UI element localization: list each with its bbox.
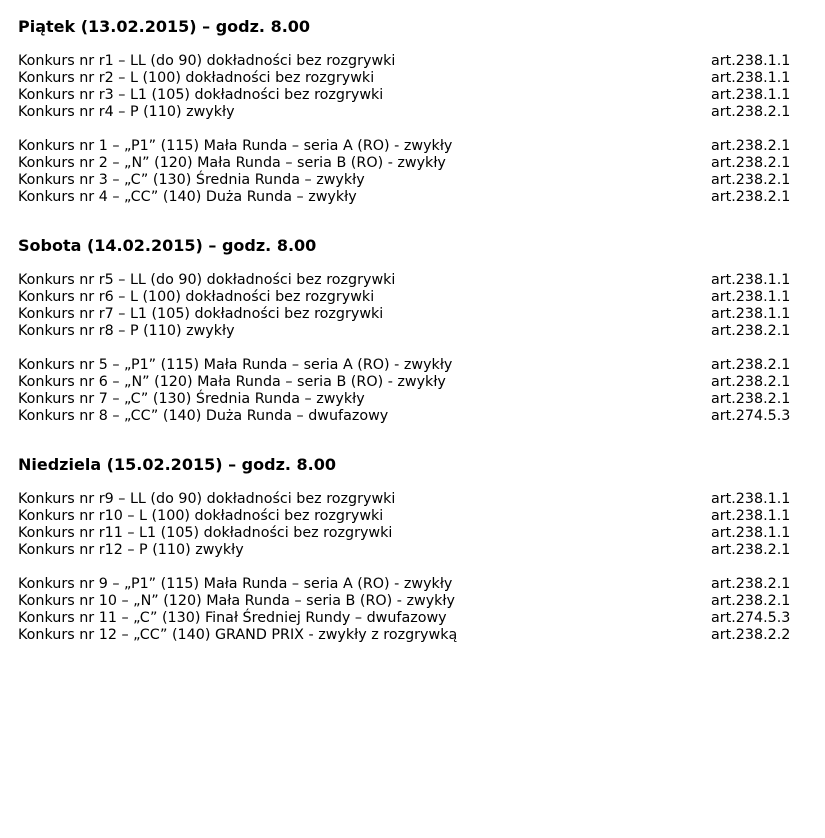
regulation-article: art.238.2.1 <box>711 323 791 339</box>
competition-row <box>18 542 818 559</box>
regulation-article: art.238.1.1 <box>711 525 791 541</box>
day-section <box>18 236 818 425</box>
competition-name: Konkurs nr 12 – „CC” (140) GRAND PRIX - zwykły z rozgrywką <box>18 627 458 643</box>
competition-group <box>18 138 818 206</box>
competition-name: Konkurs nr 1 – „P1” (115) Mała Runda – seria A (RO) - zwykły <box>18 138 453 154</box>
competition-name: Konkurs nr 7 – „C” (130) Średnia Runda – zwykły <box>18 391 365 407</box>
competition-row <box>18 172 818 189</box>
regulation-article: art.238.2.1 <box>711 138 791 154</box>
regulation-article: art.238.2.1 <box>711 357 791 373</box>
regulation-article: art.238.1.1 <box>711 53 791 69</box>
competition-name: Konkurs nr r7 – L1 (105) dokładności bez rozgrywki <box>18 306 384 322</box>
competition-row <box>18 272 818 289</box>
competition-group <box>18 272 818 340</box>
competition-name: Konkurs nr r3 – L1 (105) dokładności bez rozgrywki <box>18 87 384 103</box>
regulation-article: art.238.2.1 <box>711 576 791 592</box>
competition-name: Konkurs nr 6 – „N” (120) Mała Runda – seria B (RO) - zwykły <box>18 374 446 390</box>
competition-name: Konkurs nr 3 – „C” (130) Średnia Runda – zwykły <box>18 172 365 188</box>
regulation-article: art.238.1.1 <box>711 306 791 322</box>
schedule-document <box>18 17 818 644</box>
competition-row <box>18 593 818 610</box>
regulation-article: art.238.1.1 <box>711 272 791 288</box>
competition-row <box>18 87 818 104</box>
regulation-article: art.238.2.1 <box>711 374 791 390</box>
regulation-article: art.274.5.3 <box>711 610 791 626</box>
competition-row <box>18 508 818 525</box>
competition-group <box>18 576 818 644</box>
competition-row <box>18 610 818 627</box>
day-heading: Sobota (14.02.2015) – godz. 8.00 <box>18 236 317 255</box>
competition-name: Konkurs nr r10 – L (100) dokładności bez rozgrywki <box>18 508 384 524</box>
competition-row <box>18 576 818 593</box>
regulation-article: art.238.2.1 <box>711 155 791 171</box>
competition-name: Konkurs nr 4 – „CC” (140) Duża Runda – zwykły <box>18 189 357 205</box>
competition-row <box>18 155 818 172</box>
competition-row <box>18 104 818 121</box>
competition-row <box>18 70 818 87</box>
regulation-article: art.238.1.1 <box>711 289 791 305</box>
competition-row <box>18 408 818 425</box>
competition-row <box>18 525 818 542</box>
regulation-article: art.238.2.1 <box>711 542 791 558</box>
competition-group <box>18 53 818 121</box>
competition-row <box>18 289 818 306</box>
competition-row <box>18 491 818 508</box>
competition-row <box>18 53 818 70</box>
competition-name: Konkurs nr r6 – L (100) dokładności bez rozgrywki <box>18 289 375 305</box>
competition-name: Konkurs nr r1 – LL (do 90) dokładności bez rozgrywki <box>18 53 396 69</box>
competition-name: Konkurs nr r11 – L1 (105) dokładności bez rozgrywki <box>18 525 393 541</box>
regulation-article: art.238.2.1 <box>711 104 791 120</box>
day-section <box>18 17 818 206</box>
competition-name: Konkurs nr r5 – LL (do 90) dokładności bez rozgrywki <box>18 272 396 288</box>
competition-row <box>18 323 818 340</box>
competition-row <box>18 306 818 323</box>
competition-name: Konkurs nr 5 – „P1” (115) Mała Runda – seria A (RO) - zwykły <box>18 357 453 373</box>
day-heading: Piątek (13.02.2015) – godz. 8.00 <box>18 17 311 36</box>
competition-name: Konkurs nr r12 – P (110) zwykły <box>18 542 244 558</box>
competition-name: Konkurs nr r4 – P (110) zwykły <box>18 104 235 120</box>
regulation-article: art.238.1.1 <box>711 70 791 86</box>
competition-group <box>18 357 818 425</box>
competition-name: Konkurs nr r8 – P (110) zwykły <box>18 323 235 339</box>
regulation-article: art.238.2.1 <box>711 593 791 609</box>
competition-row <box>18 391 818 408</box>
competition-row <box>18 357 818 374</box>
regulation-article: art.238.1.1 <box>711 508 791 524</box>
competition-name: Konkurs nr r2 – L (100) dokładności bez rozgrywki <box>18 70 375 86</box>
regulation-article: art.238.1.1 <box>711 491 791 507</box>
regulation-article: art.274.5.3 <box>711 408 791 424</box>
competition-name: Konkurs nr 10 – „N” (120) Mała Runda – seria B (RO) - zwykły <box>18 593 455 609</box>
competition-group <box>18 491 818 559</box>
competition-name: Konkurs nr 8 – „CC” (140) Duża Runda – dwufazowy <box>18 408 389 424</box>
regulation-article: art.238.2.1 <box>711 172 791 188</box>
regulation-article: art.238.2.1 <box>711 189 791 205</box>
competition-name: Konkurs nr 9 – „P1” (115) Mała Runda – seria A (RO) - zwykły <box>18 576 453 592</box>
day-section <box>18 455 818 644</box>
competition-row <box>18 189 818 206</box>
competition-row <box>18 374 818 391</box>
regulation-article: art.238.2.1 <box>711 391 791 407</box>
competition-name: Konkurs nr r9 – LL (do 90) dokładności bez rozgrywki <box>18 491 396 507</box>
competition-name: Konkurs nr 2 – „N” (120) Mała Runda – seria B (RO) - zwykły <box>18 155 446 171</box>
day-heading: Niedziela (15.02.2015) – godz. 8.00 <box>18 455 336 474</box>
competition-row <box>18 138 818 155</box>
competition-row <box>18 627 818 644</box>
competition-name: Konkurs nr 11 – „C” (130) Finał Średniej Rundy – dwufazowy <box>18 610 447 626</box>
regulation-article: art.238.2.2 <box>711 627 791 643</box>
regulation-article: art.238.1.1 <box>711 87 791 103</box>
